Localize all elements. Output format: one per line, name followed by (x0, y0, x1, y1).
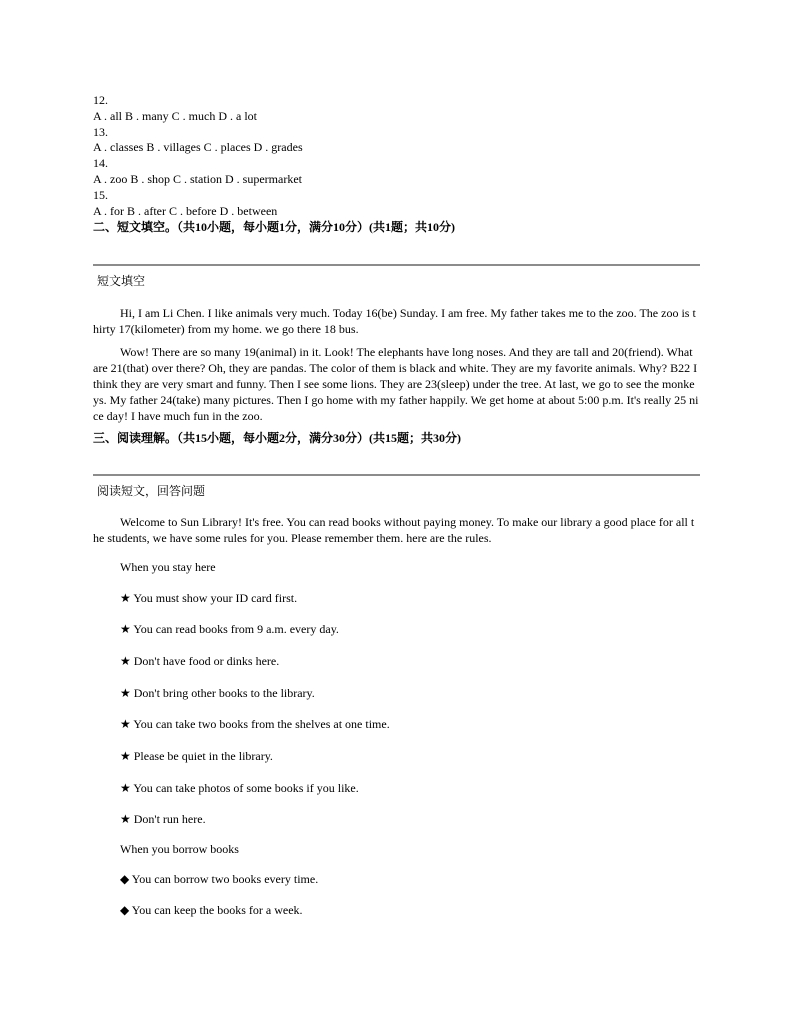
section-3-heading: 三、阅读理解。（共15小题，每小题2分，满分30分）(共15题；共30分) (93, 431, 461, 446)
stay-rules-list (93, 590, 700, 827)
section-2-subhead: 短文填空 (97, 274, 146, 289)
section-3-divider (93, 474, 700, 476)
question-12 (93, 93, 700, 125)
list-item: ★ You can take two books from the shelves at one time. (120, 717, 390, 732)
question-number: 12. (93, 93, 108, 107)
document-page (93, 93, 700, 918)
list-item: ★ Don't run here. (120, 812, 206, 827)
list-item: ★ You can take photos of some books if you like. (120, 781, 359, 796)
question-options: A . all B . many C . much D . a lot (93, 108, 257, 123)
list-item: ★ Don't bring other books to the library. (120, 686, 315, 701)
borrow-rules-list (93, 871, 700, 918)
list-item: ★ Please be quiet in the library. (120, 749, 273, 764)
question-number: 13. (93, 124, 108, 139)
section-2-heading: 二、短文填空。（共10小题，每小题1分，满分10分）(共1题；共10分) (93, 220, 455, 235)
question-options: A . for B . after C . before D . between (93, 203, 278, 218)
list-item: ★ You must show your ID card first. (120, 591, 298, 606)
question-number: 14. (93, 156, 108, 171)
question-list (93, 93, 700, 219)
list-item: ◆ You can keep the books for a week. (120, 903, 303, 918)
question-14 (93, 156, 700, 188)
list-item: ◆ You can borrow two books every time. (120, 872, 319, 887)
question-options: A . zoo B . shop C . station D . supermarket (93, 171, 302, 186)
list-item: ★ Don't have food or dinks here. (120, 654, 280, 669)
question-15 (93, 188, 700, 220)
section-3-subhead: 阅读短文，回答问题 (97, 484, 206, 499)
borrow-title: When you borrow books (120, 842, 239, 857)
section-2-divider (93, 264, 700, 266)
stay-title: When you stay here (120, 560, 216, 575)
reading-intro: Welcome to Sun Library! It's free. You can read books without paying money. To make our library a good place for all the students, we have some rules for you. Please remember them. here are the rules. (93, 515, 695, 546)
question-options: A . classes B . villages C . places D . grades (93, 140, 303, 155)
passage-paragraph-1: Hi, I am Li Chen. I like animals very much. Today 16(be) Sunday. I am free. My father takes me to the zoo. The zoo is thirty 17(kilometer) from my home. we go there 18 bus. (93, 306, 696, 337)
passage-paragraph-2: Wow! There are so many 19(animal) in it. Look! The elephants have long noses. And they are tall and 20(friend). What are 21(that) over there? Oh, they are pandas. The color of them is black and white. They are my favorite animals. Why? B22 I think they are very smart and funny. Then I see some lions. They are 23(sleep) under the tree. At last, we go to see the monkeys. My father 24(take) many pictures. Then I go home with my father happily. We get home at about 5:00 p.m. It's really 25 nice day! I have much fun in the zoo. (93, 345, 699, 424)
list-item: ★ You can read books from 9 a.m. every day. (120, 622, 339, 637)
question-13 (93, 125, 700, 157)
question-number: 15. (93, 187, 108, 202)
